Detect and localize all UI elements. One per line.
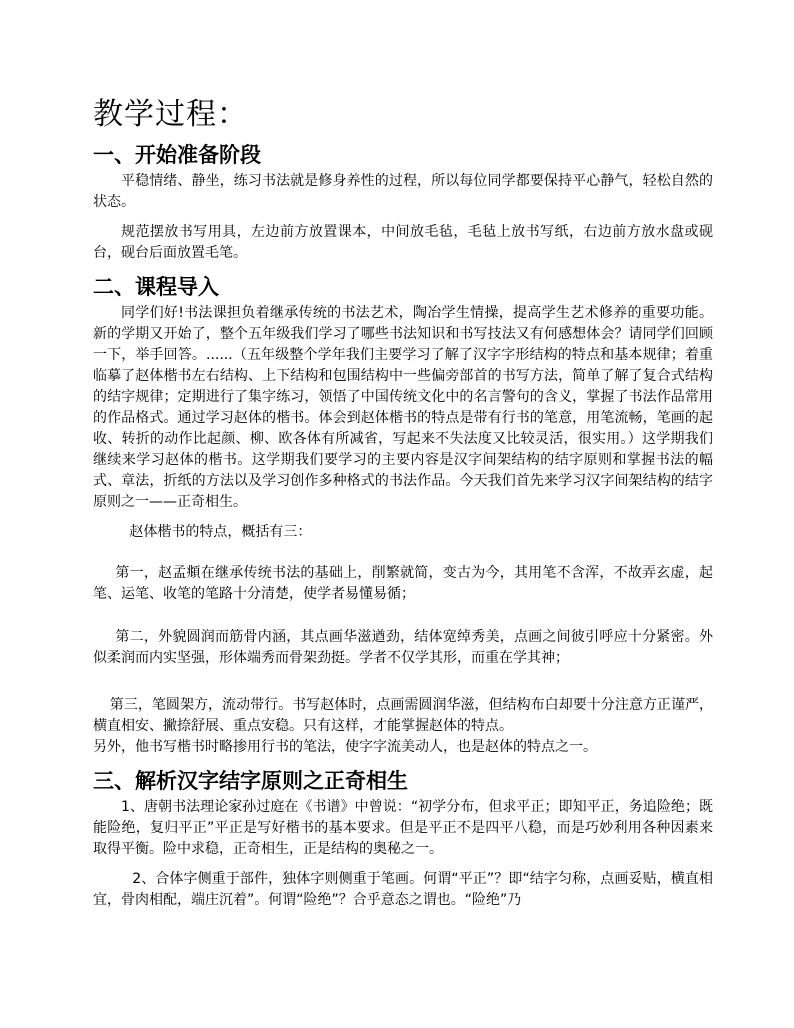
paragraph: 平稳情绪、静坐，练习书法就是修身养性的过程，所以每位同学都要保持平心静气，轻松自然的状态。 bbox=[93, 173, 713, 210]
paragraph: 规范摆放书写用具，左边前方放置课本，中间放毛毡，毛毡上放书写纸，右边前方放水盘或砚台，砚台后面放置毛笔。 bbox=[93, 224, 713, 261]
paragraph: 2、合体字侧重于部件，独体字则侧重于笔画。何谓“平正”？即“结字匀称，点画妥贴，横直相宜，骨肉相配，端庄沉着”。何谓“险绝”？合乎意态之谓也。“险绝”乃 bbox=[93, 871, 713, 908]
paragraph: 第一，赵孟頫在继承传统书法的基础上，削繁就简，变古为今，其用笔不含浑，不故弄玄虚，起笔、运笔、收笔的笔路十分清楚，使学者易懂易循； bbox=[93, 565, 713, 602]
section-heading-introduction: 二、课程导入 bbox=[93, 274, 219, 299]
section-heading-preparation: 一、开始准备阶段 bbox=[93, 142, 261, 167]
section-heading-analysis: 三、解析汉字结字原则之正奇相生 bbox=[93, 768, 408, 793]
paragraph: 第三，笔圆架方，流动带行。书写赵体时，点画需圆润华滋，但结构布白却要十分注意方正谨严，横直相安、撇捺舒展、重点安稳。只有这样，才能掌握赵体的特点。 bbox=[93, 697, 713, 734]
document-page bbox=[93, 95, 713, 920]
paragraph: 另外，他书写楷书时略掺用行书的笔法，使字字流美动人，也是赵体的特点之一。 bbox=[93, 739, 597, 755]
paragraph: 赵体楷书的特点，概括有三： bbox=[129, 524, 312, 540]
paragraph: 第二，外貌圆润而筋骨内涵，其点画华滋遒劲，结体宽绰秀美，点画之间彼引呼应十分紧密。外似柔润而内实坚强，形体端秀而骨架劲挺。学者不仅学其形，而重在学其神； bbox=[93, 629, 713, 666]
document-title: 教学过程： bbox=[93, 97, 248, 132]
paragraph: 同学们好!书法课担负着继承传统的书法艺术，陶冶学生情操，提高学生艺术修养的重要功能。新的学期又开始了，整个五年级我们学习了哪些书法知识和书写技法又有何感想体会？请同学们回顾一下，举手回答。......（五年级整个学年我们主要学习了解了汉字字形结构的特点和基本规律；着重临摹了赵体楷书左右结构、上下结构和包围结构中一些偏旁部首的书写方法，简单了解了复合式结构的结字规律；定期进行了集字练习，领悟了中国传统文化中的名言警句的含义，掌握了书法作品常用的作品格式。通过学习赵体的楷书。体会到赵体楷书的特点是带有行书的笔意，用笔流畅，笔画的起收、转折的动作比起颜、柳、欧各体有所减省，写起来不失法度又比较灵活，很实用。）这学期我们继续来学习赵体的楷书。这学期我们要学习的主要内容是汉字间架结构的结字原则和掌握书法的幅式、章法，折纸的方法以及学习创作多种格式的书法作品。今天我们首先来学习汉字间架结构的结字原则之一——正奇相生。 bbox=[93, 305, 713, 510]
paragraph: 1、唐朝书法理论家孙过庭在《书谱》中曾说：“初学分布，但求平正；即知平正，务追险绝；既能险绝，复归平正”平正是写好楷书的基本要求。但是平正不是四平八稳，而是巧妙利用各种因素来取得平衡。险中求稳，正奇相生，正是结构的奥秘之一。 bbox=[93, 799, 713, 857]
